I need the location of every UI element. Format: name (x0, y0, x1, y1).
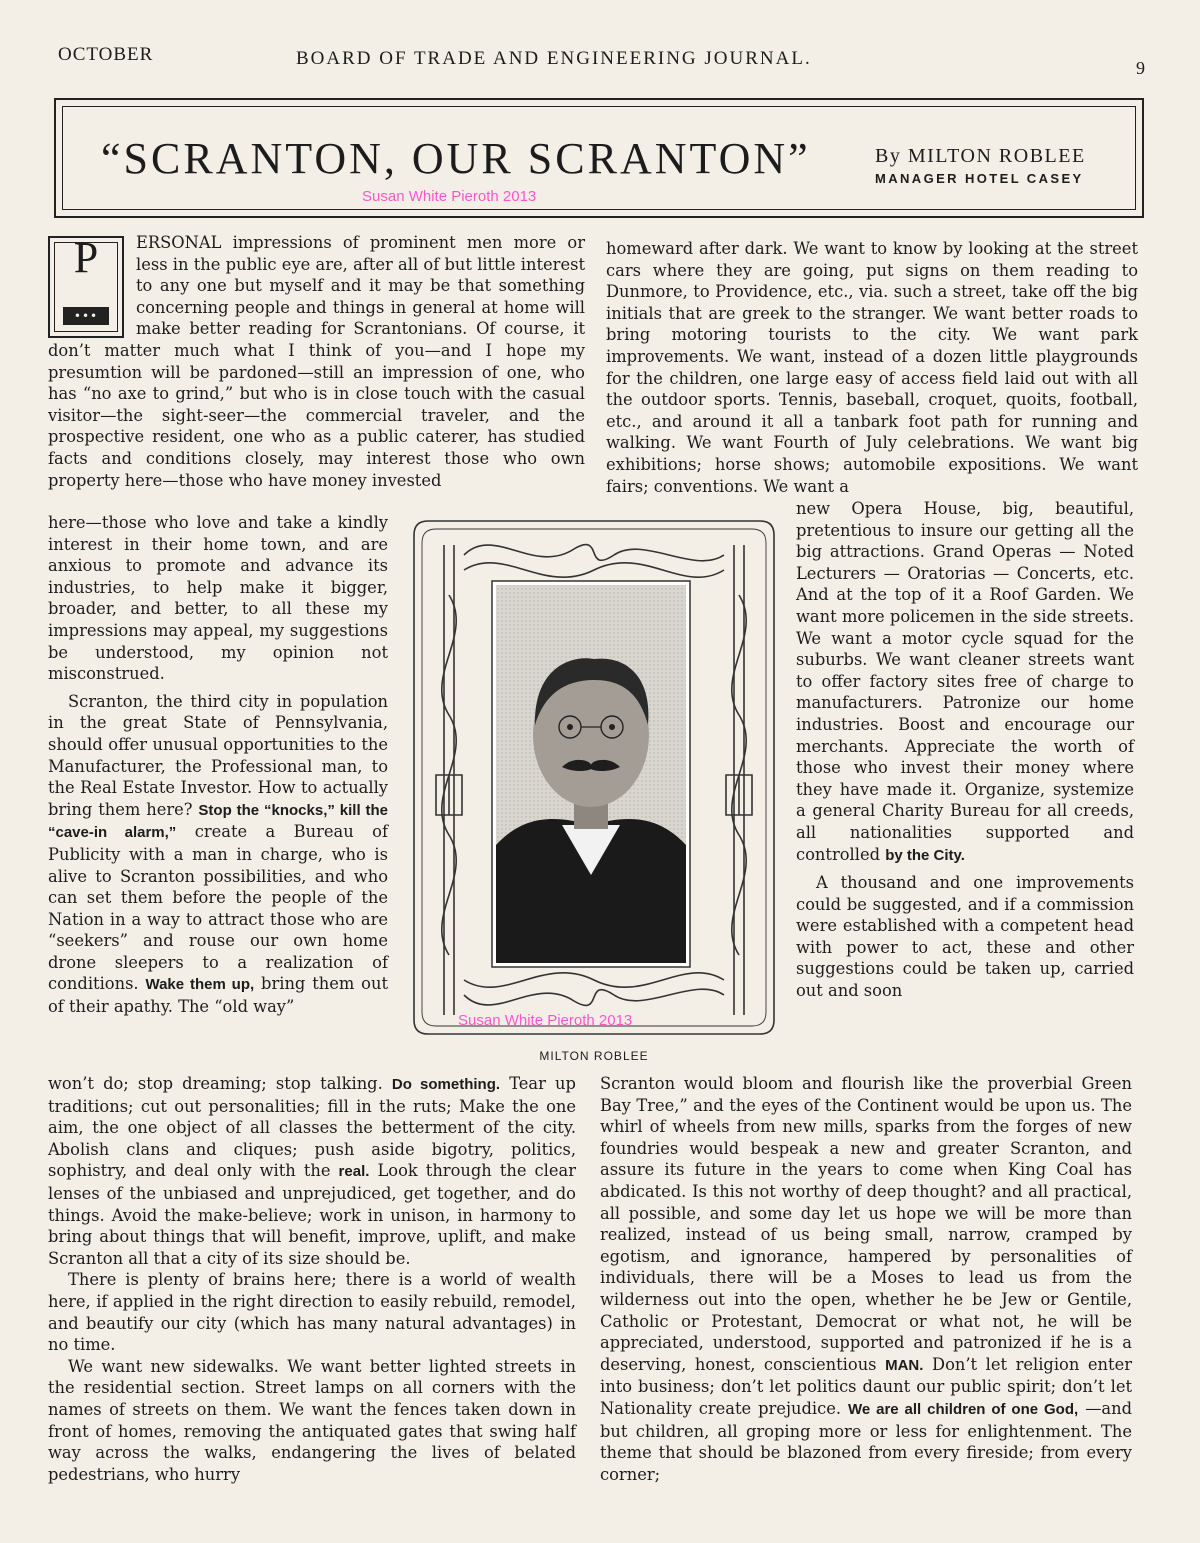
header-journal-title: BOARD OF TRADE AND ENGINEERING JOURNAL. (296, 48, 812, 69)
paragraph-opera (796, 498, 1134, 866)
text-run: bring them out of their apathy. The “old way” (48, 974, 389, 1017)
emphasis-children: We are all children of one God, (847, 1400, 1079, 1418)
running-header (56, 44, 1150, 78)
paragraph-sidewalks: We want new sidewalks. We want better lighted streets in the residential section. Street lamps on all corners with the names of streets on them. We want the fences taken down in front of homes, removing the antiquated gates that swing half way across the walks, endangering the lives of belated pedestrians, who hurry (48, 1356, 576, 1484)
title-inner-border (62, 106, 1136, 210)
portrait-caption: MILTON ROBLEE (539, 1049, 649, 1063)
paragraph-intro: ERSONAL impressions of prominent men more or less in the public eye are, after all of but little interest to any one but myself and it may be that something concerning people and things in general at home will make better reading for Scrantonians. Of course, it don’t matter much what I think of you—and I hope my presumtion will be pardoned—still an impression of one, who has “no axe to grind,” but who is in close touch with the casual visitor—the sight-seer—the commercial traveler, and the prospective resident, one who as a public caterer, has studied facts and conditions closely, may interest those who own property here—those who have money invested (48, 233, 585, 490)
portrait-figure (404, 515, 784, 1063)
paragraph-wants: homeward after dark. We want to know by looking at the street cars where they are going, put signs on them reading to Dunmore, to Providence, etc., via. such a street, take off the big initials that are greek to the stranger. We want better roads to bring motoring tourists to the city. We want park improvements. We want, instead of a dozen little playgrounds for the children, one large easy of access field laid out with all the outdoor sports. Tennis, baseball, croquet, quoits, football, etc., and around it all a tanbark foot path for running and walking. We want Fourth of July celebrations. We want big exhibitions; horse shows; automobile expositions. We want fairs; conventions. We want a (606, 239, 1138, 496)
text-run: won’t do; stop dreaming; stop talking. (48, 1074, 383, 1093)
paragraph-intro-cont: here—those who love and take a kindly interest in their home town, and are anxious to promote and advance its industries, to help make it bigger, broader, and better, to all these my impressions may appeal, my suggestions be understood, my opinion not misconstrued. (48, 513, 388, 684)
header-month: OCTOBER (58, 44, 154, 65)
dropcap-frame (54, 233, 118, 332)
watermark-top: Susan White Pieroth 2013 (362, 188, 537, 205)
paragraph-improvements: A thousand and one improvements could be suggested, and if a commission were established with a competent head with power to act, these and other suggestions could be taken up, carried out and soon (796, 873, 1134, 1001)
text-run: Don’t let religion enter into business; don’t let politics daunt our public spirit; don’t let Nationality create prejudice. (600, 1354, 1132, 1418)
column-left-bottom (48, 1073, 576, 1485)
watermark-bottom: Susan White Pieroth 2013 (458, 1012, 633, 1029)
column-left-top (48, 232, 585, 491)
text-run: Tear up traditions; cut out personalities; fill in the ruts; Make the one aim, the one object of all classes the betterment of the city. Abolish clans and cliques; push aside bigotry, politics, sophistry, and deal only with the (48, 1074, 576, 1181)
text-run: Scranton would bloom and flourish like the proverbial Green Bay Tree,” and the eyes of the Continent would be upon us. The whirl of wheels from new mills, sparks from the forges of new foundries would bespeak a new and greater Scranton, and assure its future in the years to come when King Coal has abdicated. Is this not worthy of deep thought? and all practical, all possible, and some day let us hope we will be more than realized, instead of us being small, narrow, cramped by egotism, and ignorance, hampered by personalities of individuals, there will be a Moses to lead us from the wilderness out into the open, whether he be Jew or Gentile, Catholic or Protestant, Democrat or what not, he will be appreciated, understood, supported and patronized if he is a deserving, honest, conscientious (600, 1074, 1132, 1374)
column-right-middle (796, 498, 1134, 1002)
page-number: 9 (1136, 58, 1146, 78)
paragraph-do-something (48, 1073, 576, 1269)
text-run: Look through the clear lenses of the unbiased and unprejudiced, get together, and do things. Avoid the make-believe; work in unison, in harmony to bring about things that will benefit, improve, uplift, and make Scranton all that a city of its size should be. (48, 1161, 576, 1268)
byline-subtitle: MANAGER HOTEL CASEY (875, 171, 1084, 186)
byline: By MILTON ROBLEE (875, 145, 1086, 167)
text-run: Scranton, the third city in population in the great State of Pennsylvania, should offer unusual opportunities to the Manufacturer, the Professional man, to the Real Estate Investor. How to actually bring them here? (48, 691, 388, 819)
paragraph-bloom (600, 1073, 1132, 1485)
dropcap-letter: P (73, 233, 99, 282)
text-run: —and but children, all groping more or less for enlightenment. The theme that should be blazoned from every fireside; from every corner; (600, 1398, 1132, 1484)
paragraph-brains: There is plenty of brains here; there is a world of wealth here, if applied in the right direction to easily rebuild, remodel, and beautify our city (which has many natural advantages) in no time. (48, 1270, 576, 1355)
text-run: create a Bureau of Publicity with a man in charge, who is alive to Scranton possibilities, and who can set them before the people of the Nation in a way to attract those who are “seekers” and rouse our own home drone sleepers to a realization of conditions. (48, 822, 388, 994)
emphasis-wake-up: Wake them up, (145, 976, 255, 994)
article-title: “SCRANTON, OUR SCRANTON” (101, 134, 811, 183)
dropcap-ornament: ••• (63, 307, 109, 325)
title-box (54, 98, 1144, 218)
column-right-bottom (600, 1073, 1132, 1485)
dropcap (48, 233, 124, 338)
emphasis-man: MAN. (885, 1356, 924, 1374)
text-run: new Opera House, big, beautiful, pretentious to insure our getting all the big attractions. Grand Operas — Noted Lecturers — Oratorias — Concerts, etc. And at the top of it a Roof Garden. We want more policemen in the side streets. We want a motor cycle squad for the suburbs. We want cleaner streets want to offer factory sites free of charge to manufacturers. Patronize our home industries. Boost and encourage our merchants. Appreciate the worth of those who invest their money where they have made it. Organize, systemize a general Charity Bureau for all creeds, all nationalities supported and controlled (796, 499, 1134, 864)
emphasis-knocks: Stop the “knocks,” kill the “cave-in alarm,” (48, 801, 389, 842)
emphasis-real: real. (338, 1163, 370, 1181)
column-left-middle (48, 512, 388, 1018)
ornamental-frame-icon (404, 515, 784, 1045)
emphasis-do-something: Do something. (391, 1076, 501, 1093)
paragraph-scranton (48, 691, 388, 1018)
emphasis-by-the-city: by the City. (885, 846, 965, 864)
column-right-top (606, 238, 1138, 497)
